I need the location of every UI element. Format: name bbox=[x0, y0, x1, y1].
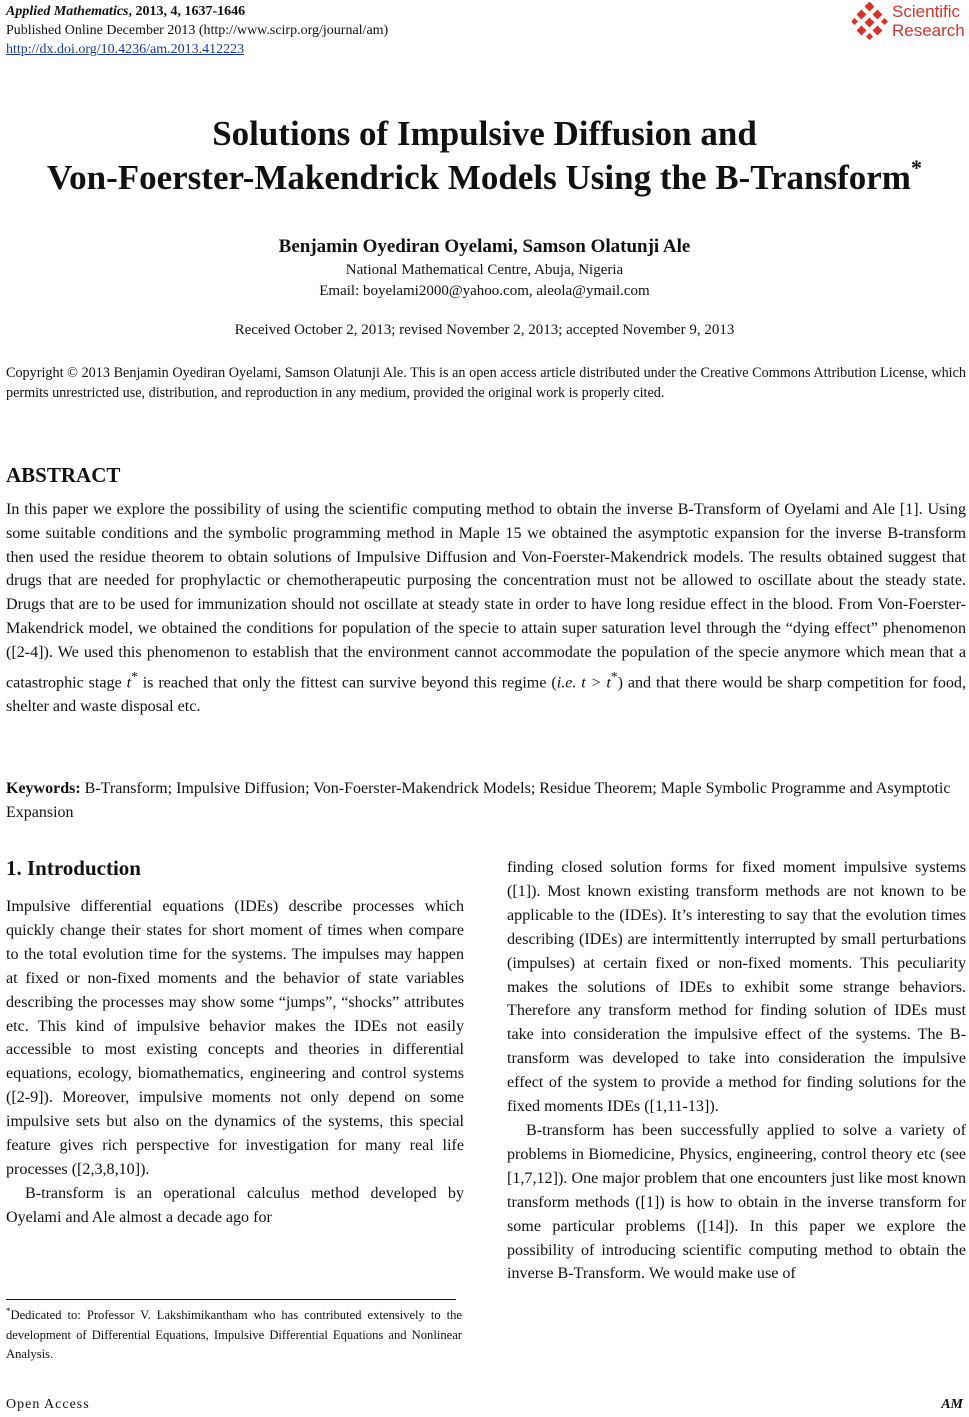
keywords-list: B-Transform; Impulsive Diffusion; Von-Foerster-Makendrick Models; Residue Theorem; Maple Symbolic Programme and Asymptotic Expansion bbox=[6, 780, 951, 821]
doi-link[interactable]: http://dx.doi.org/10.4236/am.2013.412223 bbox=[6, 42, 245, 57]
abstract-heading: ABSTRACT bbox=[6, 463, 121, 487]
abstract-text: In this paper we explore the possibility of using the scientific computing method to obtain the inverse B-Transform of Oyelami and Ale [1]. Using some suitable conditions and the symbolic programming method in Maple 15 we obtained the asymptotic expansion for the inverse B-transform then used the residue theorem to obtain solutions of Impulsive Diffusion and Von-Foerster-Makendrick models. The results obtained suggest that drugs that are needed for prophylactic or chemotherapeutic purposing the concentration must not be allowed to oscillate about the steady state. Drugs that are to be used for immunization should not oscillate at steady state in order to have long residue effect in the blood. From Von-Foerster-Makendrick model, we obtained the conditions for population of the specie to attain super saturation level through the “dying effect” phenomenon ([2-4]). We used this phenomenon to establish that the environment cannot accommodate the population of the specie anymore which mean that a catastrophic stage t* is reached that only the fittest can survive beyond this regime (i.e. t > t*) and that there would be sharp competition for food, shelter and waste disposal etc. bbox=[6, 501, 967, 715]
abstract-star-2: * bbox=[610, 668, 618, 684]
copyright-notice: Copyright © 2013 Benjamin Oyediran Oyelami, Samson Olatunji Ale. This is an open access article distributed under the Creative Commons Attribution License, which permits unrestricted use, distribution, and reproduction in any medium, provided the original work is properly cited. bbox=[6, 365, 966, 401]
right-column bbox=[507, 856, 966, 1286]
left-column bbox=[6, 854, 464, 1230]
footer-open-access: Open Access bbox=[6, 1397, 90, 1412]
intro-paragraph-1: Impulsive differential equations (IDEs) describe processes which quickly change their states for short moment of times when compare to the total evolution time for the systems. The impulses may happen at fixed or non-fixed moments and the behavior of state variables describing the processes may show some “jumps”, “shocks” attributes etc. This kind of impulsive behavior makes the IDEs not easily accessible to most existing concepts and theories in differential equations, ecology, biomathematics, engineering and control systems ([2-9]). Moreover, impulsive moments not only depend on some impulsive sets but also on the dynamics of the systems, this special feature gives rich perspective for investigation for many real life processes ([2,3,8,10]). bbox=[6, 898, 464, 1178]
journal-header bbox=[6, 2, 388, 59]
footnote-rule bbox=[6, 1299, 456, 1300]
section-heading-introduction: 1. Introduction bbox=[6, 856, 141, 880]
submission-dates: Received October 2, 2013; revised November 2, 2013; accepted November 9, 2013 bbox=[234, 322, 735, 338]
footer-journal-abbrev: AM bbox=[941, 1397, 963, 1412]
intro-paragraph-2-continued: finding closed solution forms for fixed moment impulsive systems ([1]). Most known existing transform methods are not known to be applicable to the (IDEs). It’s interesting to say that the evolution times describing (IDEs) are intermittently interrupted by small perturbations (impulses) at certain fixed or non-fixed moments. This peculiarity makes the solutions of IDEs to exhibit some strange behaviors. Therefore any transform method for finding solution of IDEs must take into consideration the impulsive effect of the systems. The B-transform was developed to take into consideration the impulsive effect of the system to provide a method for finding solutions for the fixed moments IDEs ([1,11-13]). bbox=[507, 859, 966, 1116]
logo-text: Scientific Research bbox=[892, 2, 965, 40]
keywords bbox=[6, 777, 966, 825]
publisher-logo-icon bbox=[852, 2, 888, 40]
paper-title: Solutions of Impulsive Diffusion and Von-Foerster-Makendrick Models Using the B-Transform* bbox=[47, 114, 922, 197]
scientific-research-logo[interactable] bbox=[852, 2, 969, 42]
journal-citation: Applied Mathematics, 2013, 4, 1637-1646 bbox=[6, 4, 246, 19]
published-line: Published Online December 2013 (http://www.scirp.org/journal/am) bbox=[6, 23, 389, 38]
intro-paragraph-3: B-transform has been successfully applied to solve a variety of problems in Biomedicine, Physics, engineering, control theory etc (see [1,7,12]). One major problem that one encounters just like most known transform methods ([1]) is how to obtain in the inverse transform for some particular problems ([14]). In this paper we explore the possibility of introducing scientific computing method to obtain the inverse B-Transform. We would make use of bbox=[507, 1121, 966, 1283]
footnote: *Dedicated to: Professor V. Lakshimikantham who has contributed extensively to the development of Differential Equations, Impulsive Differential Equations and Nonlinear Analysis. bbox=[6, 1306, 462, 1362]
keywords-label: Keywords: bbox=[6, 780, 81, 797]
email: Email: boyelami2000@yahoo.com, aleola@ymail.com bbox=[319, 283, 650, 299]
affiliation: National Mathematical Centre, Abuja, Nigeria bbox=[345, 262, 624, 278]
title-footnote-marker[interactable]: * bbox=[910, 155, 922, 180]
intro-paragraph-2: B-transform is an operational calculus method developed by Oyelami and Ale almost a decade ago for bbox=[6, 1184, 464, 1226]
authors: Benjamin Oyediran Oyelami, Samson Olatunji Ale bbox=[278, 236, 691, 257]
